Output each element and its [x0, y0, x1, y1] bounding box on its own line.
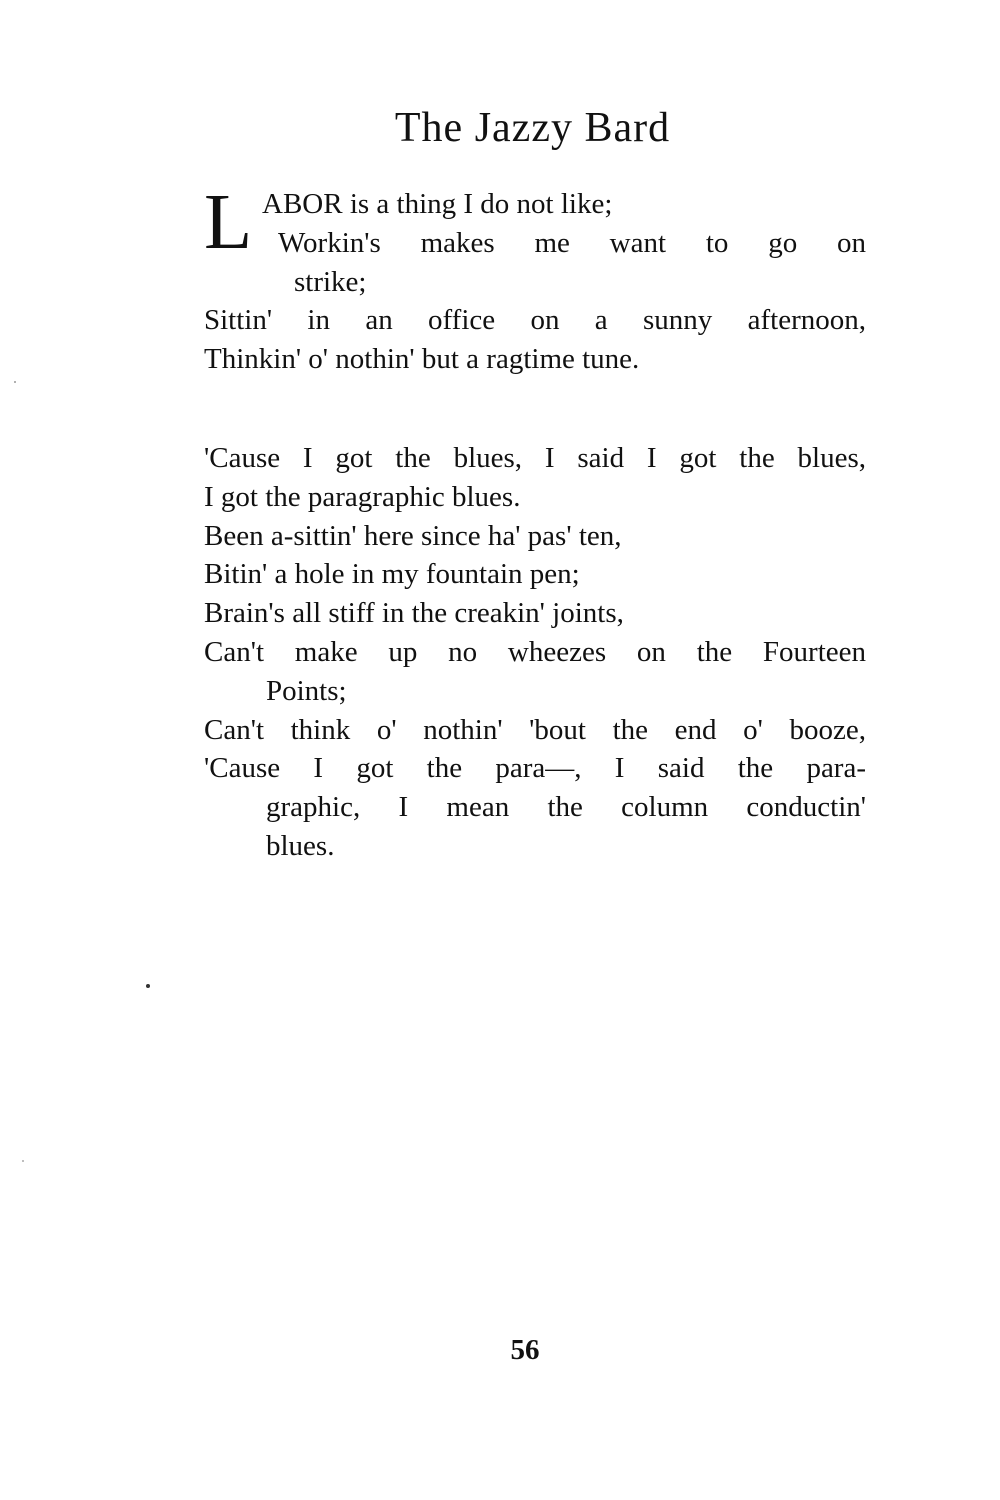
- poem-line: I got the paragraphic blues.: [204, 480, 521, 513]
- poem-line-continuation: strike;: [294, 265, 367, 298]
- dropcap-block: [204, 179, 866, 266]
- stanza-1: [204, 179, 866, 379]
- poem-title: The Jazzy Bard: [394, 105, 671, 151]
- poem-line: Thinkin' o' nothin' but a ragtime tune.: [204, 343, 640, 376]
- page-number: 56: [510, 1334, 540, 1366]
- poem-line-continuation: graphic, I mean the column conductin': [266, 791, 866, 824]
- poem-line: Can't make up no wheezes on the Fourteen: [204, 635, 866, 668]
- poem-line: ABOR is a thing I do not like;: [262, 188, 613, 220]
- poem-line: Sittin' in an office on a sunny afternoon,: [204, 304, 866, 337]
- poem-line: 'Cause I got the para—, I said the para-: [204, 752, 866, 785]
- poem-line-continuation: Points;: [266, 674, 347, 707]
- print-speck: [14, 381, 16, 383]
- print-speck: [146, 984, 150, 988]
- print-speck: [22, 1160, 24, 1162]
- drop-cap-letter: L: [204, 179, 253, 266]
- stanza-2: [204, 439, 866, 866]
- poem-line: Brain's all stiff in the creakin' joints,: [204, 597, 624, 630]
- poem-line: Can't think o' nothin' 'bout the end o' booze,: [204, 713, 866, 746]
- poem-line: 'Cause I got the blues, I said I got the blues,: [204, 442, 866, 474]
- poem-line-continuation: blues.: [266, 829, 335, 862]
- poem-line: Workin's makes me want to go on: [278, 226, 866, 259]
- poem-line: Been a-sittin' here since ha' pas' ten,: [204, 519, 622, 552]
- poem-line: Bitin' a hole in my fountain pen;: [204, 558, 580, 591]
